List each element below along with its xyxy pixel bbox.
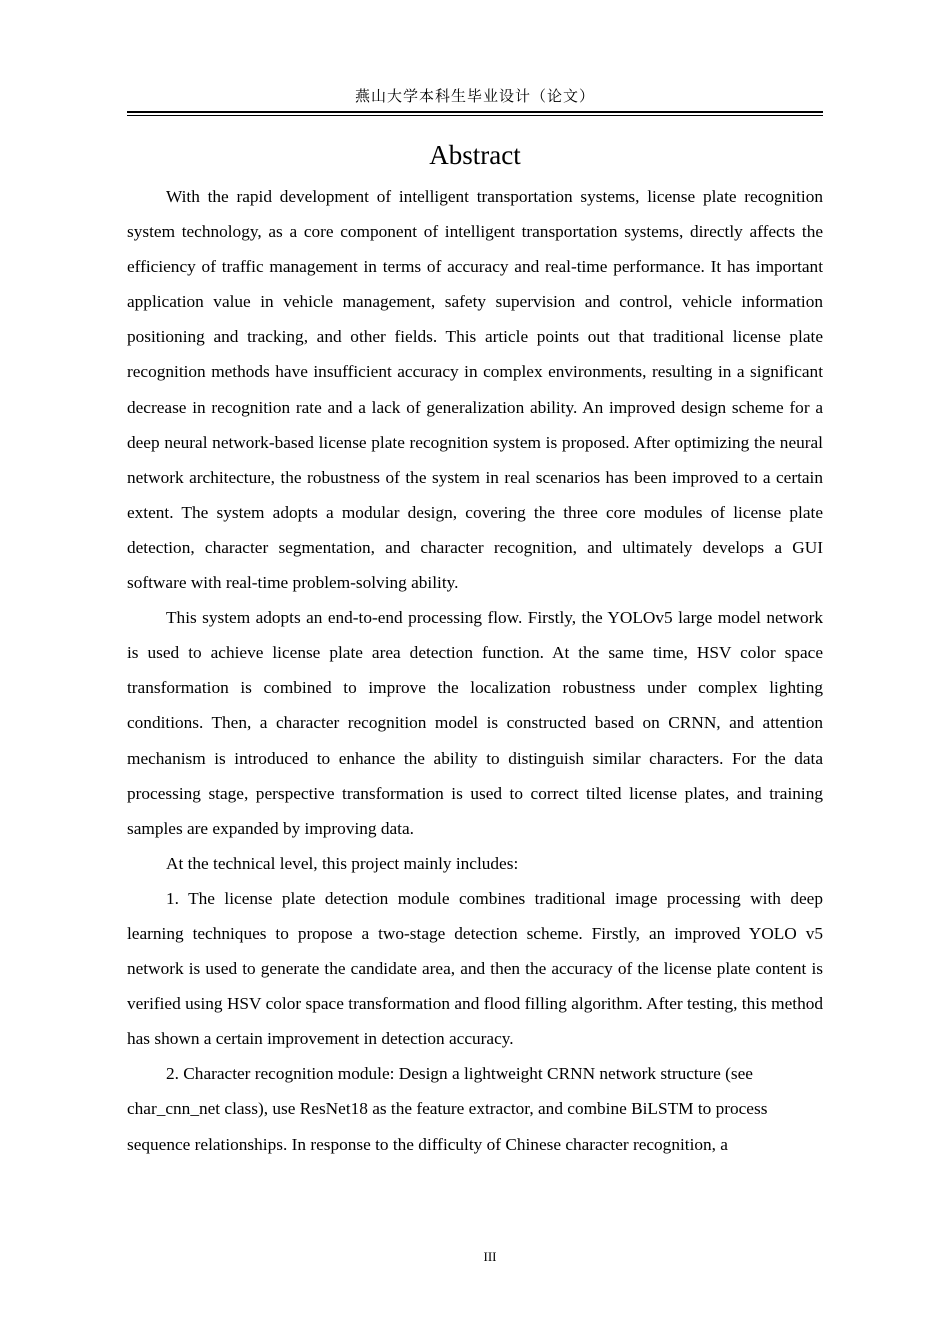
page-number: III <box>483 1249 497 1264</box>
abstract-body <box>127 179 823 1162</box>
page-header <box>127 86 823 116</box>
header-rule-thick <box>127 111 823 113</box>
abstract-title: Abstract <box>429 140 521 170</box>
paragraph-5: 2. Character recognition module: Design a lightweight CRNN network structure (see char_cnn_net class), use ResNet18 as the feature extractor, and combine BiLSTM to process sequence relationships. In response to the difficulty of Chinese character recognition, a <box>127 1064 768 1154</box>
header-title: 燕山大学本科生毕业设计（论文） <box>354 87 595 105</box>
paragraph-2: This system adopts an end-to-end processing flow. Firstly, the YOLOv5 large model network is used to achieve license plate area detection function. At the same time, HSV color space transformation is combined to improve the localization robustness under complex lighting conditions. Then, a character recognition model is constructed based on CRNN, and attention mechanism is introduced to enhance the ability to distinguish similar characters. For the data processing stage, perspective transformation is used to correct tilted license plates, and training samples are expanded by improving data. <box>127 608 823 838</box>
header-rule-thin <box>127 115 823 116</box>
paragraph-1: With the rapid development of intelligent transportation systems, license plate recognition system technology, as a core component of intelligent transportation systems, directly affects the efficiency of traffic management in terms of accuracy and real-time performance. It has important application value in vehicle management, safety supervision and control, vehicle information positioning and tracking, and other fields. This article points out that traditional license plate recognition methods have insufficient accuracy in complex environments, resulting in a significant decrease in recognition rate and a lack of generalization ability. An improved design scheme for a deep neural network-based license plate recognition system is proposed. After optimizing the neural network architecture, the robustness of the system in real scenarios has been improved to a certain extent. The system adopts a modular design, covering the three core modules of license plate detection, character segmentation, and character recognition, and ultimately develops a GUI software with real-time problem-solving ability. <box>127 187 823 593</box>
paragraph-3: At the technical level, this project mainly includes: <box>166 853 519 873</box>
paragraph-4: 1. The license plate detection module combines traditional image processing with deep learning techniques to propose a two-stage detection scheme. Firstly, an improved YOLO v5 network is used to generate the candidate area, and then the accuracy of the license plate content is verified using HSV color space transformation and flood filling algorithm. After testing, this method has shown a certain improvement in detection accuracy. <box>127 888 823 1049</box>
